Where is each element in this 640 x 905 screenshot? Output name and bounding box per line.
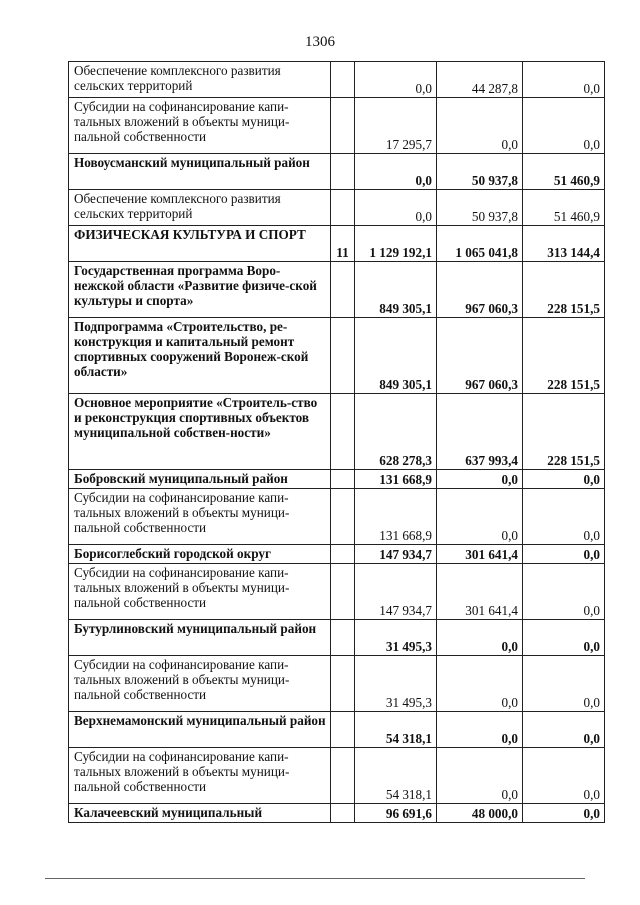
row-name-cell: Обеспечение комплексного развития сельских территорий xyxy=(69,190,331,226)
row-value-3-cell: 313 144,4 xyxy=(523,226,605,262)
row-name-cell: Подпрограмма «Строительство, ре-конструкция и капитальный ремонт спортивных сооружений Воронеж-ской области» xyxy=(69,318,331,394)
row-value-1-cell: 54 318,1 xyxy=(355,748,437,804)
table-row xyxy=(69,656,605,712)
table-row xyxy=(69,748,605,804)
row-value-1-cell: 1 129 192,1 xyxy=(355,226,437,262)
table-row xyxy=(69,804,605,823)
table-row xyxy=(69,712,605,748)
row-value-1-cell: 147 934,7 xyxy=(355,564,437,620)
row-code-cell xyxy=(331,98,355,154)
row-code-cell xyxy=(331,190,355,226)
row-value-2-cell: 0,0 xyxy=(437,98,523,154)
row-value-3-cell: 0,0 xyxy=(523,712,605,748)
row-value-2-cell: 637 993,4 xyxy=(437,394,523,470)
row-code-cell xyxy=(331,470,355,489)
table-row xyxy=(69,394,605,470)
row-value-1-cell: 147 934,7 xyxy=(355,545,437,564)
table-row xyxy=(69,470,605,489)
row-code-cell xyxy=(331,620,355,656)
table-row xyxy=(69,262,605,318)
row-value-1-cell: 54 318,1 xyxy=(355,712,437,748)
row-value-2-cell: 967 060,3 xyxy=(437,318,523,394)
row-name-cell: Основное мероприятие «Строитель-ство и реконструкция спортивных объектов муниципальной собствен-ности» xyxy=(69,394,331,470)
row-value-1-cell: 849 305,1 xyxy=(355,318,437,394)
row-value-1-cell: 31 495,3 xyxy=(355,656,437,712)
row-name-cell: Верхнемамонский муниципальный район xyxy=(69,712,331,748)
table-row xyxy=(69,620,605,656)
table-row xyxy=(69,318,605,394)
row-name-cell: Субсидии на софинансирование капи-тальных вложений в объекты муници-пальной собственности xyxy=(69,656,331,712)
row-code-cell: 11 xyxy=(331,226,355,262)
table-row xyxy=(69,62,605,98)
row-value-2-cell: 301 641,4 xyxy=(437,545,523,564)
row-value-3-cell: 0,0 xyxy=(523,804,605,823)
row-value-2-cell: 50 937,8 xyxy=(437,154,523,190)
row-value-2-cell: 48 000,0 xyxy=(437,804,523,823)
row-code-cell xyxy=(331,318,355,394)
row-name-cell: Государственная программа Воро-нежской области «Развитие физиче-ской культуры и спорта» xyxy=(69,262,331,318)
row-value-2-cell: 50 937,8 xyxy=(437,190,523,226)
row-value-2-cell: 44 287,8 xyxy=(437,62,523,98)
page-number: 1306 xyxy=(305,34,335,50)
row-value-1-cell: 96 691,6 xyxy=(355,804,437,823)
row-code-cell xyxy=(331,564,355,620)
row-value-2-cell: 0,0 xyxy=(437,712,523,748)
row-value-1-cell: 849 305,1 xyxy=(355,262,437,318)
budget-table-body xyxy=(69,62,605,823)
row-code-cell xyxy=(331,262,355,318)
row-name-cell: Обеспечение комплексного развития сельских территорий xyxy=(69,62,331,98)
row-code-cell xyxy=(331,62,355,98)
row-value-3-cell: 228 151,5 xyxy=(523,394,605,470)
row-value-3-cell: 51 460,9 xyxy=(523,154,605,190)
table-row xyxy=(69,226,605,262)
row-value-3-cell: 228 151,5 xyxy=(523,262,605,318)
row-value-3-cell: 0,0 xyxy=(523,748,605,804)
row-name-cell: ФИЗИЧЕСКАЯ КУЛЬТУРА И СПОРТ xyxy=(69,226,331,262)
row-code-cell xyxy=(331,545,355,564)
row-value-3-cell: 0,0 xyxy=(523,564,605,620)
row-value-1-cell: 17 295,7 xyxy=(355,98,437,154)
table-row xyxy=(69,154,605,190)
row-name-cell: Субсидии на софинансирование капи-тальных вложений в объекты муници-пальной собственности xyxy=(69,489,331,545)
table-row xyxy=(69,564,605,620)
row-name-cell: Калачеевский муниципальный xyxy=(69,804,331,823)
table-row xyxy=(69,98,605,154)
row-name-cell: Субсидии на софинансирование капи-тальных вложений в объекты муници-пальной собственности xyxy=(69,748,331,804)
row-value-2-cell: 0,0 xyxy=(437,656,523,712)
row-value-2-cell: 301 641,4 xyxy=(437,564,523,620)
row-value-2-cell: 1 065 041,8 xyxy=(437,226,523,262)
row-value-1-cell: 0,0 xyxy=(355,190,437,226)
row-name-cell: Субсидии на софинансирование капи-тальных вложений в объекты муници-пальной собственности xyxy=(69,98,331,154)
row-code-cell xyxy=(331,804,355,823)
row-name-cell: Бутурлиновский муниципальный район xyxy=(69,620,331,656)
row-value-3-cell: 51 460,9 xyxy=(523,190,605,226)
row-value-1-cell: 31 495,3 xyxy=(355,620,437,656)
row-value-2-cell: 0,0 xyxy=(437,620,523,656)
row-value-3-cell: 0,0 xyxy=(523,470,605,489)
row-value-3-cell: 0,0 xyxy=(523,620,605,656)
row-value-2-cell: 967 060,3 xyxy=(437,262,523,318)
row-code-cell xyxy=(331,712,355,748)
row-value-2-cell: 0,0 xyxy=(437,470,523,489)
row-code-cell xyxy=(331,489,355,545)
row-value-3-cell: 0,0 xyxy=(523,545,605,564)
row-value-3-cell: 228 151,5 xyxy=(523,318,605,394)
row-name-cell: Субсидии на софинансирование капи-тальных вложений в объекты муници-пальной собственности xyxy=(69,564,331,620)
row-value-3-cell: 0,0 xyxy=(523,656,605,712)
row-value-1-cell: 628 278,3 xyxy=(355,394,437,470)
row-code-cell xyxy=(331,154,355,190)
row-code-cell xyxy=(331,394,355,470)
row-name-cell: Новоусманский муниципальный район xyxy=(69,154,331,190)
row-value-1-cell: 0,0 xyxy=(355,154,437,190)
row-value-1-cell: 131 668,9 xyxy=(355,470,437,489)
row-value-2-cell: 0,0 xyxy=(437,489,523,545)
row-value-2-cell: 0,0 xyxy=(437,748,523,804)
row-value-1-cell: 131 668,9 xyxy=(355,489,437,545)
table-row xyxy=(69,545,605,564)
table-row xyxy=(69,489,605,545)
row-name-cell: Борисоглебский городской округ xyxy=(69,545,331,564)
row-name-cell: Бобровский муниципальный район xyxy=(69,470,331,489)
row-value-3-cell: 0,0 xyxy=(523,62,605,98)
budget-table xyxy=(68,61,605,823)
row-value-1-cell: 0,0 xyxy=(355,62,437,98)
row-value-3-cell: 0,0 xyxy=(523,98,605,154)
row-code-cell xyxy=(331,748,355,804)
table-row xyxy=(69,190,605,226)
row-code-cell xyxy=(331,656,355,712)
row-value-3-cell: 0,0 xyxy=(523,489,605,545)
footer-divider xyxy=(45,878,585,879)
